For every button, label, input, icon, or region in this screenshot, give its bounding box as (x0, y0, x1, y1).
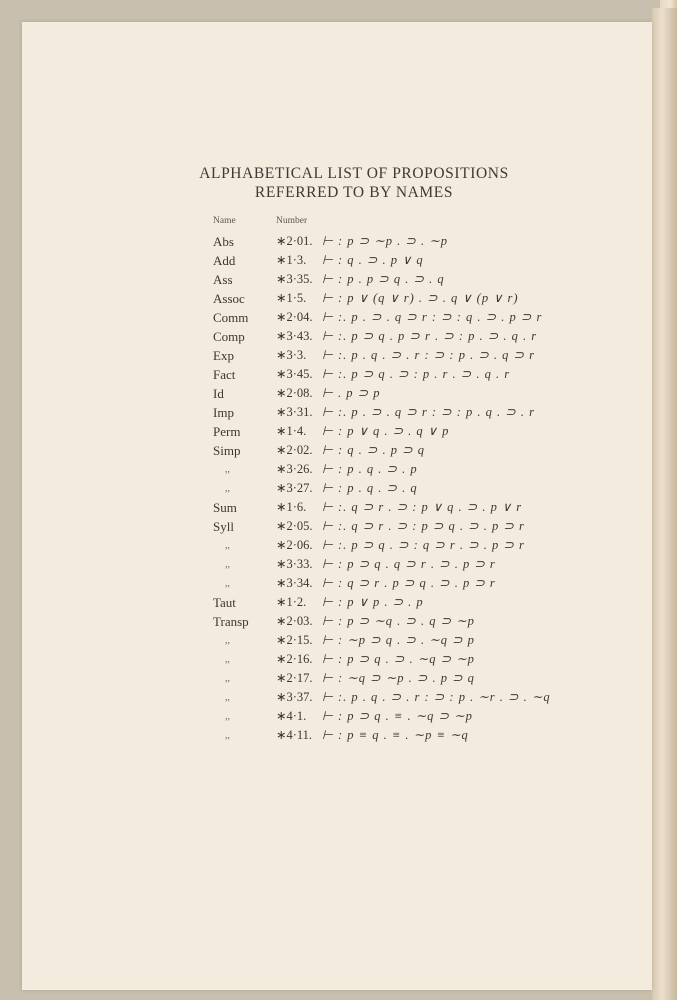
proposition-formula: ⊢ :. p . ⊃ . q ⊃ r : ⊃ : q . ⊃ . p ⊃ r (322, 310, 543, 324)
proposition-formula: ⊢ : p ≡ q . ≡ . ∼p ≡ ∼q (322, 728, 469, 742)
proposition-number: ∗2·04. (276, 310, 313, 324)
proposition-number: ∗2·02. (276, 443, 313, 457)
list-item (0, 574, 677, 593)
list-item (0, 555, 677, 574)
list-item (0, 365, 677, 384)
proposition-number: ∗3·45. (276, 367, 313, 381)
list-item (0, 384, 677, 403)
proposition-number: ∗3·33. (276, 557, 313, 571)
proposition-number: ∗4·1. (276, 709, 307, 723)
title-line-2: REFERRED TO BY NAMES (254, 184, 454, 201)
proposition-name: Comm (213, 310, 249, 325)
proposition-number: ∗2·08. (276, 386, 313, 400)
proposition-formula: ⊢ : ∼p ⊃ q . ⊃ . ∼q ⊃ p (322, 633, 475, 647)
list-item (0, 650, 677, 669)
proposition-name: ,, (225, 578, 230, 589)
list-item (0, 612, 677, 631)
proposition-formula: ⊢ : p ⊃ q . ⊃ . ∼q ⊃ ∼p (322, 652, 475, 666)
page-title (0, 164, 677, 202)
list-item (0, 403, 677, 422)
proposition-formula: ⊢ : p ⊃ ∼q . ⊃ . q ⊃ ∼p (322, 614, 475, 628)
proposition-formula: ⊢ : p ⊃ ∼p . ⊃ . ∼p (322, 234, 448, 248)
proposition-number: ∗3·31. (276, 405, 313, 419)
proposition-formula: ⊢ : q . ⊃ . p ⊃ q (322, 443, 425, 457)
proposition-number: ∗3·3. (276, 348, 307, 362)
proposition-name: Abs (213, 234, 234, 249)
proposition-name: Syll (213, 519, 234, 534)
list-item (0, 517, 677, 536)
list-item (0, 232, 677, 251)
list-item (0, 593, 677, 612)
proposition-number: ∗2·15. (276, 633, 313, 647)
proposition-name: ,, (225, 483, 230, 494)
proposition-name: Imp (213, 405, 234, 420)
list-item (0, 422, 677, 441)
proposition-name: Exp (213, 348, 234, 363)
proposition-number: ∗2·05. (276, 519, 313, 533)
proposition-name: Id (213, 386, 224, 401)
proposition-formula: ⊢ : p . q . ⊃ . q (322, 481, 418, 495)
column-header-number: Number (276, 216, 308, 226)
proposition-number: ∗1·5. (276, 291, 307, 305)
proposition-number: ∗2·16. (276, 652, 313, 666)
proposition-name: Sum (213, 500, 237, 515)
proposition-number: ∗1·2. (276, 595, 307, 609)
proposition-number: ∗1·4. (276, 424, 307, 438)
proposition-formula: ⊢ : p ∨ p . ⊃ . p (322, 595, 424, 609)
proposition-formula: ⊢ : p ∨ q . ⊃ . q ∨ p (322, 424, 450, 438)
proposition-formula: ⊢ : q . ⊃ . p ∨ q (322, 253, 424, 267)
proposition-formula: ⊢ : p . q . ⊃ . p (322, 462, 418, 476)
proposition-formula: ⊢ . p ⊃ p (322, 386, 381, 400)
proposition-number: ∗3·27. (276, 481, 313, 495)
proposition-name: ,, (225, 711, 230, 722)
list-item (0, 669, 677, 688)
list-item (0, 308, 677, 327)
proposition-formula: ⊢ : p . p ⊃ q . ⊃ . q (322, 272, 445, 286)
proposition-formula: ⊢ :. p . q . ⊃ . r : ⊃ : p . ∼r . ⊃ . ∼q (322, 690, 551, 704)
proposition-number: ∗4·11. (276, 728, 313, 742)
proposition-name: Assoc (213, 291, 245, 306)
title-line-1: ALPHABETICAL LIST OF PROPOSITIONS (199, 165, 509, 182)
proposition-number: ∗1·3. (276, 253, 307, 267)
proposition-formula: ⊢ :. q ⊃ r . ⊃ : p ∨ q . ⊃ . p ∨ r (322, 500, 523, 514)
list-item (0, 327, 677, 346)
proposition-formula: ⊢ :. p ⊃ q . ⊃ : p . r . ⊃ . q . r (322, 367, 511, 381)
proposition-formula: ⊢ :. p ⊃ q . ⊃ : q ⊃ r . ⊃ . p ⊃ r (322, 538, 525, 552)
proposition-formula: ⊢ : ∼q ⊃ ∼p . ⊃ . p ⊃ q (322, 671, 475, 685)
column-header-name: Name (213, 216, 236, 226)
proposition-formula: ⊢ :. p . q . ⊃ . r : ⊃ : p . ⊃ . q ⊃ r (322, 348, 535, 362)
list-item (0, 251, 677, 270)
proposition-formula: ⊢ : q ⊃ r . p ⊃ q . ⊃ . p ⊃ r (322, 576, 496, 590)
list-item (0, 631, 677, 650)
proposition-formula: ⊢ :. p . ⊃ . q ⊃ r : ⊃ : p . q . ⊃ . r (322, 405, 535, 419)
proposition-name: ,, (225, 673, 230, 684)
list-item (0, 726, 677, 745)
proposition-name: Comp (213, 329, 245, 344)
proposition-formula: ⊢ : p ⊃ q . q ⊃ r . ⊃ . p ⊃ r (322, 557, 496, 571)
proposition-name: ,, (225, 540, 230, 551)
list-item (0, 688, 677, 707)
proposition-formula: ⊢ :. p ⊃ q . p ⊃ r . ⊃ : p . ⊃ . q . r (322, 329, 538, 343)
proposition-name: ,, (225, 464, 230, 475)
proposition-name: ,, (225, 635, 230, 646)
list-item (0, 536, 677, 555)
proposition-number: ∗1·6. (276, 500, 307, 514)
proposition-number: ∗2·06. (276, 538, 313, 552)
list-item (0, 346, 677, 365)
proposition-name: ,, (225, 654, 230, 665)
list-item (0, 441, 677, 460)
proposition-name: Simp (213, 443, 241, 458)
proposition-number: ∗3·35. (276, 272, 313, 286)
proposition-number: ∗3·26. (276, 462, 313, 476)
list-item (0, 479, 677, 498)
proposition-name: ,, (225, 692, 230, 703)
proposition-name: ,, (225, 559, 230, 570)
proposition-number: ∗3·43. (276, 329, 313, 343)
proposition-formula: ⊢ : p ∨ (q ∨ r) . ⊃ . q ∨ (p ∨ r) (322, 291, 519, 305)
proposition-number: ∗3·37. (276, 690, 313, 704)
proposition-name: Add (213, 253, 236, 268)
proposition-name: Transp (213, 614, 249, 629)
list-item (0, 270, 677, 289)
proposition-formula: ⊢ : p ⊃ q . ≡ . ∼q ⊃ ∼p (322, 709, 473, 723)
proposition-number: ∗3·34. (276, 576, 313, 590)
list-item (0, 289, 677, 308)
proposition-number: ∗2·01. (276, 234, 313, 248)
proposition-name: Perm (213, 424, 241, 439)
proposition-formula: ⊢ :. q ⊃ r . ⊃ : p ⊃ q . ⊃ . p ⊃ r (322, 519, 525, 533)
proposition-number: ∗2·03. (276, 614, 313, 628)
proposition-name: ,, (225, 730, 230, 741)
proposition-name: Fact (213, 367, 236, 382)
list-item (0, 460, 677, 479)
list-item (0, 498, 677, 517)
list-item (0, 707, 677, 726)
proposition-name: Taut (213, 595, 236, 610)
proposition-number: ∗2·17. (276, 671, 313, 685)
proposition-name: Ass (213, 272, 233, 287)
